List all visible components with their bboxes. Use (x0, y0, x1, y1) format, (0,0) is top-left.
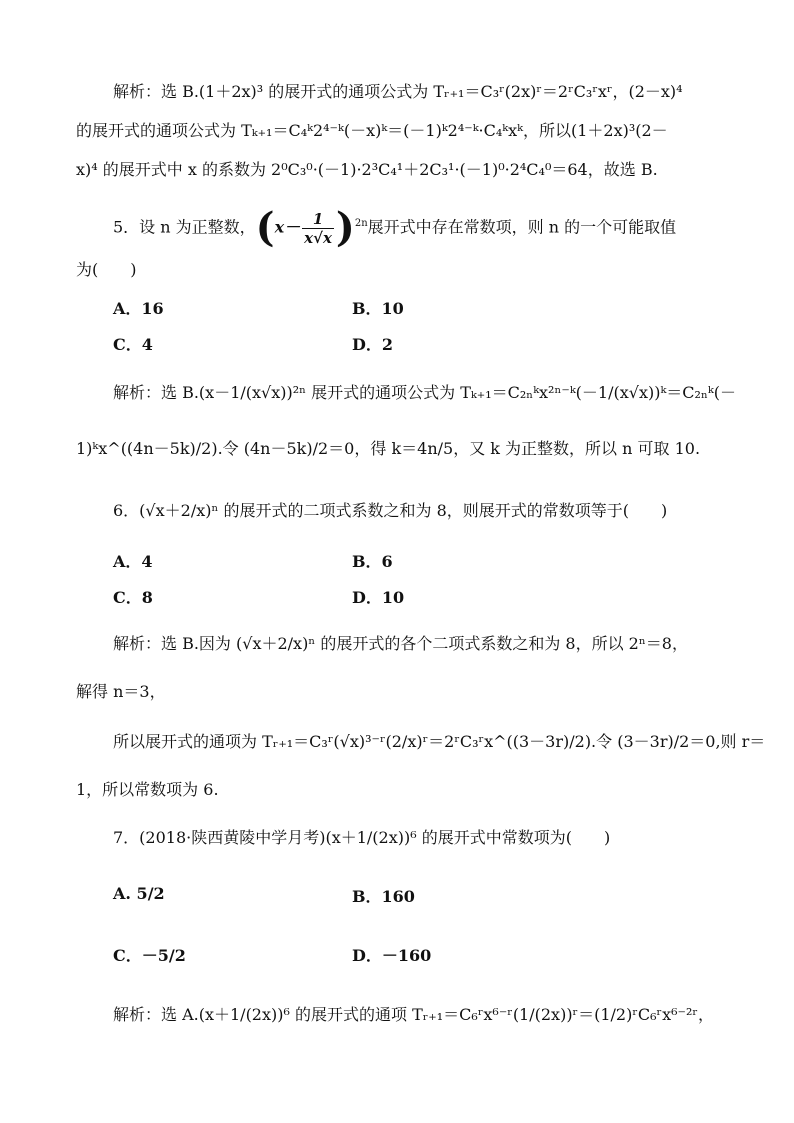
question-6-line-1: 6．(√x＋2/x)ⁿ 的展开式的二项式系数之和为 8，则展开式的常数项等于( ) (113, 501, 668, 520)
right-paren: ) (335, 204, 355, 251)
question-7-line-1: 7．(2018·陕西黄陵中学月考)(x＋1/(2x))⁶ 的展开式中常数项为( ) (113, 828, 611, 847)
answer-6-line-4: 1，所以常数项为 6. (76, 780, 219, 799)
question-7-option-b: B．160 (352, 887, 415, 906)
question-7-option-d: D．－160 (352, 946, 432, 965)
question-5-stem: 5．设 n 为正整数， (113, 217, 256, 237)
question-6-option-c: C．8 (113, 588, 153, 607)
question-5-option-c: C．4 (113, 335, 153, 354)
answer-5-line-1: 解析：选 B.(x－1/(x√x))²ⁿ 展开式的通项公式为 Tₖ₊₁＝C₂ₙᵏx²ⁿ⁻ᵏ(－1/(x√x))ᵏ＝C₂ₙᵏ(－ (113, 383, 736, 402)
question-6-option-b: B．6 (352, 552, 393, 571)
answer-6-line-2: 解得 n＝3， (76, 682, 166, 701)
question-6-option-d: D．10 (352, 588, 405, 607)
question-5-option-d: D．2 (352, 335, 394, 354)
question-5-line-2: 为( ) (76, 260, 137, 279)
question-5-exponent: 2n (354, 218, 368, 230)
answer-4-line-1: 解析：选 B.(1＋2x)³ 的展开式的通项公式为 Tᵣ₊₁＝C₃ʳ(2x)ʳ＝2ʳC₃ʳxʳ，(2－x)⁴ (113, 82, 683, 101)
question-5-option-a: A．16 (113, 299, 164, 318)
answer-4-line-2: 的展开式的通项公式为 Tₖ₊₁＝C₄ᵏ2⁴⁻ᵏ(－x)ᵏ＝(－1)ᵏ2⁴⁻ᵏ·C₄ᵏxᵏ，所以(1＋2x)³(2－ (76, 121, 668, 140)
question-7-option-c: C．－5/2 (113, 946, 186, 965)
question-5-fraction: $\frac{1}{x√x}$ (304, 209, 332, 247)
answer-6-line-3: 所以展开式的通项为 Tᵣ₊₁＝C₃ʳ(√x)³⁻ʳ(2/x)ʳ＝2ʳC₃ʳx^((3－3r)/2).令 (3－3r)/2＝0,则 r＝ (113, 732, 766, 751)
answer-6-line-1: 解析：选 B.因为 (√x＋2/x)ⁿ 的展开式的各个二项式系数之和为 8，所以 2ⁿ＝8， (113, 634, 688, 653)
question-5-base: x－ (274, 217, 301, 237)
answer-7-line-1: 解析：选 A.(x＋1/(2x))⁶ 的展开式的通项 Tᵣ₊₁＝C₆ʳx⁶⁻ʳ(1/(2x))ʳ＝(1/2)ʳC₆ʳx⁶⁻²ʳ， (113, 1005, 714, 1024)
answer-4-line-3: x)⁴ 的展开式中 x 的系数为 2⁰C₃⁰·(－1)·2³C₄¹＋2C₃¹·(－1)⁰·2⁴C₄⁰＝64，故选 B. (76, 160, 658, 179)
question-5-line-1 (0, 204, 794, 251)
question-6-option-a: A．4 (113, 552, 153, 571)
answer-5-line-2: 1)ᵏx^((4n－5k)/2).令 (4n－5k)/2＝0，得 k＝4n/5，又 k 为正整数，所以 n 可取 10. (76, 439, 701, 458)
question-5-option-b: B．10 (352, 299, 404, 318)
question-7-option-a: A. 5/2 (113, 884, 165, 903)
left-paren: ( (255, 204, 275, 251)
question-5-stem-rest: 展开式中存在常数项，则 n 的一个可能取值 (367, 217, 677, 237)
